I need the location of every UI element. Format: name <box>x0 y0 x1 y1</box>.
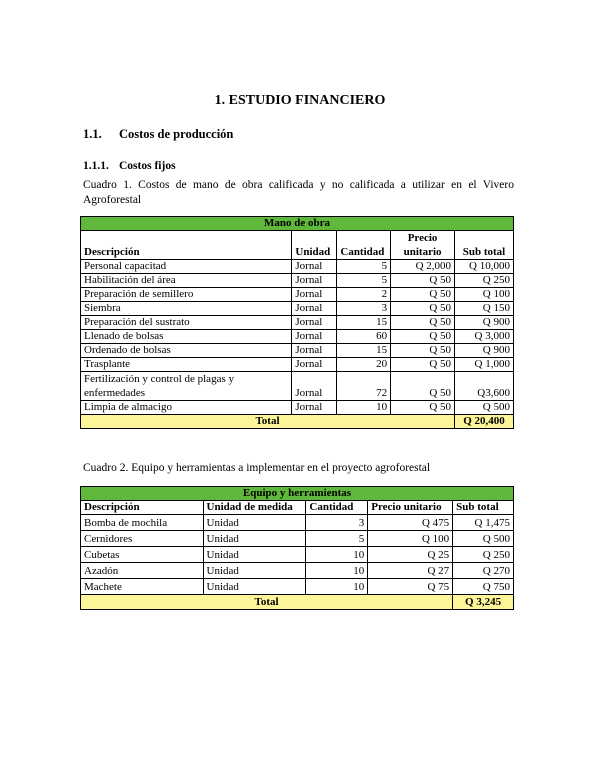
cell-cantidad: 72 <box>337 372 391 401</box>
cell-subtotal: Q 500 <box>453 531 514 547</box>
table2-total-value: Q 3,245 <box>453 595 514 610</box>
section-heading: 1. ESTUDIO FINANCIERO <box>214 93 386 108</box>
cell-descripcion: Habilitación del área <box>81 274 292 288</box>
col-header-subtotal: Sub total <box>453 501 514 515</box>
cell-descripcion: Siembra <box>81 302 292 316</box>
cell-cantidad: 3 <box>337 302 391 316</box>
cell-descripcion: Trasplante <box>81 358 292 372</box>
equipment-table <box>80 486 514 610</box>
cell-descripcion: Personal capacitad <box>81 260 292 274</box>
cell-precio: Q 25 <box>368 547 453 563</box>
col-header-unidad: Unidad <box>292 231 337 260</box>
cell-precio: Q 50 <box>391 288 455 302</box>
table-row <box>81 563 514 579</box>
cell-precio: Q 50 <box>391 358 455 372</box>
table1-caption: Cuadro 1. Costos de mano de obra calificada y no calificada a utilizar en el Vivero Agroforestal <box>83 179 514 206</box>
cell-unidad: Jornal <box>292 330 337 344</box>
cell-unidad: Jornal <box>292 358 337 372</box>
col-header-cantidad: Cantidad <box>306 501 368 515</box>
cell-subtotal: Q 900 <box>455 344 514 358</box>
cell-subtotal: Q 750 <box>453 579 514 595</box>
cell-precio: Q 50 <box>391 274 455 288</box>
cell-subtotal: Q 1,000 <box>455 358 514 372</box>
table-row <box>81 401 514 415</box>
table-row <box>81 344 514 358</box>
table-row <box>81 547 514 563</box>
cell-unidad: Jornal <box>292 316 337 330</box>
cell-subtotal: Q3,600 <box>455 372 514 401</box>
cell-subtotal: Q 1,475 <box>453 515 514 531</box>
cell-descripcion: Preparación de semillero <box>81 288 292 302</box>
cell-descripcion: Preparación del sustrato <box>81 316 292 330</box>
cell-subtotal: Q 150 <box>455 302 514 316</box>
table1-title: Mano de obra <box>81 217 514 231</box>
cell-precio: Q 50 <box>391 372 455 401</box>
cell-unidad: Jornal <box>292 288 337 302</box>
cell-precio: Q 50 <box>391 330 455 344</box>
cell-unidad: Unidad <box>203 579 306 595</box>
subsubsection-heading <box>83 160 176 172</box>
cell-precio: Q 50 <box>391 302 455 316</box>
cell-unidad: Jornal <box>292 302 337 316</box>
table-row <box>81 531 514 547</box>
cell-subtotal: Q 250 <box>455 274 514 288</box>
table-row <box>81 260 514 274</box>
cell-subtotal: Q 270 <box>453 563 514 579</box>
cell-descripcion: Fertilización y control de plagas y enfermedades <box>81 372 292 401</box>
cell-precio: Q 50 <box>391 401 455 415</box>
cell-cantidad: 5 <box>306 531 368 547</box>
cell-descripcion: Bomba de mochila <box>81 515 204 531</box>
cell-descripcion: Cernidores <box>81 531 204 547</box>
cell-subtotal: Q 500 <box>455 401 514 415</box>
cell-unidad: Jornal <box>292 372 337 401</box>
table-row <box>81 288 514 302</box>
cell-unidad: Jornal <box>292 344 337 358</box>
col-header-precio: Precio unitario <box>391 231 455 260</box>
cell-subtotal: Q 100 <box>455 288 514 302</box>
cell-descripcion: Cubetas <box>81 547 204 563</box>
table-row <box>81 579 514 595</box>
col-header-subtotal: Sub total <box>455 231 514 260</box>
cell-subtotal: Q 3,000 <box>455 330 514 344</box>
table-row <box>81 358 514 372</box>
subsubsection-number: 1.1.1. <box>83 160 109 172</box>
cell-precio: Q 100 <box>368 531 453 547</box>
table-row <box>81 316 514 330</box>
cell-cantidad: 10 <box>306 579 368 595</box>
cell-cantidad: 5 <box>337 274 391 288</box>
cell-precio: Q 475 <box>368 515 453 531</box>
subsection-title: Costos de producción <box>119 127 234 141</box>
subsection-heading <box>83 127 233 142</box>
cell-descripcion: Limpia de almacigo <box>81 401 292 415</box>
table2-title: Equipo y herramientas <box>81 487 514 501</box>
col-header-precio: Precio unitario <box>368 501 453 515</box>
cell-unidad: Unidad <box>203 547 306 563</box>
col-header-cantidad: Cantidad <box>337 231 391 260</box>
cell-unidad: Jornal <box>292 274 337 288</box>
cell-precio: Q 27 <box>368 563 453 579</box>
cell-cantidad: 5 <box>337 260 391 274</box>
cell-precio: Q 75 <box>368 579 453 595</box>
table2-caption: Cuadro 2. Equipo y herramientas a implementar en el proyecto agroforestal <box>83 462 431 474</box>
table-row <box>81 330 514 344</box>
cell-unidad: Unidad <box>203 531 306 547</box>
subsection-number: 1.1. <box>83 127 102 141</box>
cell-cantidad: 20 <box>337 358 391 372</box>
cell-descripcion: Ordenado de bolsas <box>81 344 292 358</box>
cell-subtotal: Q 10,000 <box>455 260 514 274</box>
cell-precio: Q 50 <box>391 316 455 330</box>
cell-cantidad: 15 <box>337 344 391 358</box>
cell-cantidad: 15 <box>337 316 391 330</box>
table-row <box>81 515 514 531</box>
table-row <box>81 302 514 316</box>
cell-cantidad: 10 <box>306 547 368 563</box>
cell-cantidad: 3 <box>306 515 368 531</box>
col-header-unidad: Unidad de medida <box>203 501 306 515</box>
cell-unidad: Jornal <box>292 260 337 274</box>
cell-unidad: Unidad <box>203 515 306 531</box>
subsubsection-title: Costos fijos <box>119 160 176 172</box>
table1-total-label: Total <box>81 415 455 429</box>
cell-descripcion: Machete <box>81 579 204 595</box>
cell-precio: Q 50 <box>391 344 455 358</box>
table-row <box>81 372 514 401</box>
col-header-descripcion: Descripción <box>81 231 292 260</box>
cell-cantidad: 2 <box>337 288 391 302</box>
cell-descripcion: Azadón <box>81 563 204 579</box>
cell-cantidad: 60 <box>337 330 391 344</box>
table1-total-value: Q 20,400 <box>455 415 514 429</box>
cell-cantidad: 10 <box>306 563 368 579</box>
cell-precio: Q 2,000 <box>391 260 455 274</box>
col-header-descripcion: Descripción <box>81 501 204 515</box>
cell-unidad: Unidad <box>203 563 306 579</box>
cell-unidad: Jornal <box>292 401 337 415</box>
cell-subtotal: Q 900 <box>455 316 514 330</box>
labor-cost-table <box>80 216 514 429</box>
cell-descripcion: Llenado de bolsas <box>81 330 292 344</box>
table-row <box>81 274 514 288</box>
cell-cantidad: 10 <box>337 401 391 415</box>
cell-subtotal: Q 250 <box>453 547 514 563</box>
table2-total-label: Total <box>81 595 453 610</box>
